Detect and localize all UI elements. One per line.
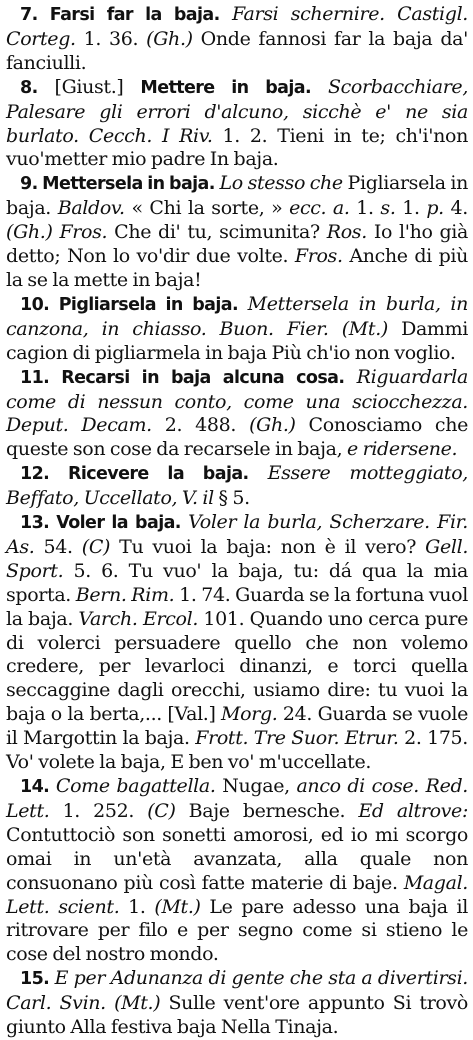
entry-italic-text: (C) [81, 535, 111, 558]
entry-text: Conosciamo che queste son cose da recarsele in baja, [6, 414, 469, 461]
entry-italic-text: (Gh.) Fros. [6, 221, 108, 244]
entry-italic-text: Voler la burla, Scherzare. Fir. As. [6, 511, 468, 558]
entry-text: Anche di più la se la mette in baja! [6, 245, 468, 291]
entry-text: Contuttociò son sonetti amorosi, ed io mi scorgo omai in un'età avanzata, alla quale non consuonano più così fatte materie di baje. [6, 823, 468, 894]
entry-italic-text: Morg. [221, 703, 278, 726]
entry-text: 2. 488. [151, 414, 250, 437]
entry-italic-text: Magal. Lett. scient. [6, 871, 468, 918]
entry-text: 2. 175. Vo' volete la baja, E ben vo' m'uccellate. [6, 727, 468, 774]
entry-italic-text: Varch. Ercol. [78, 607, 199, 630]
dictionary-entry [6, 3, 468, 76]
entry-text: Dammi cagion di pigliarmela in baja Più ch'io non voglio. [6, 317, 468, 364]
entry-italic-text: Bern. Rim. [75, 583, 175, 606]
entry-italic-text: (C) [147, 799, 176, 822]
entry-headword: Mettere in baja. [140, 77, 312, 98]
entry-headword: 13. Voler la baja. [20, 513, 181, 534]
dictionary-entry [6, 511, 468, 775]
entry-text: 4. [443, 197, 468, 220]
entry-headword: 7. Farsi far la baja. [20, 5, 220, 25]
entry-text: 1. [349, 197, 381, 220]
entry-text: § 5. [213, 487, 250, 510]
dictionary-entry [6, 172, 468, 293]
entry-italic-text: Gell. Sport. [6, 535, 469, 582]
entry-italic-text: Farsi schernire. Castigl. Corteg. [6, 3, 468, 50]
entry-text: 1. [395, 197, 427, 220]
entry-headword: 9. Mettersela in baja. [20, 174, 215, 195]
entry-text: 5. 6. Tu vuo' la baja, tu: dá qua la mia sporta. [6, 559, 468, 606]
entry-italic-text: E per Adunanza di gente che sta a divertirsi. Carl. Svin. (Mt.) [6, 967, 468, 1015]
dictionary-entry [6, 293, 468, 366]
entry-italic-text: Come bagattella. [49, 775, 216, 797]
dictionary-entry [6, 967, 468, 1040]
entry-italic-text: ecc. a. [289, 197, 350, 220]
entry-text: Le pare adesso una baja il ritrovare per filo e per segno come si stieno le cose del nostro mondo. [6, 895, 468, 966]
entry-headword: 15. [20, 969, 50, 990]
entry-italic-text: Lo stesso che [214, 172, 343, 195]
entry-text: 54. [34, 535, 82, 558]
entry-text: 1. 74. Guarda se la fortuna vuol la baja. [6, 583, 468, 630]
entry-text: 1. 252. [49, 799, 148, 822]
entry-italic-text: Essere motteggiato, Beffato, Uccellato, V. il [6, 462, 468, 510]
entry-italic-text: Frott. Tre Suor. Etrur. [195, 727, 399, 750]
entry-italic-text: p. [426, 197, 444, 220]
entry-text: 1. [119, 895, 155, 918]
dictionary-entry [6, 462, 468, 511]
entry-italic-text: anco di cose. Red. Lett. [6, 775, 468, 822]
entry-text: 101. Quando uno cerca pure di volerci persuadere quello che non volemo credere, per levarloci dinanzi, e torci quella seccaggine dagli orecchi, usiamo dire: tu vuoi la baja o la berta,... [Val.] [6, 607, 468, 726]
entry-text: Che di' tu, scimunita? [107, 221, 327, 244]
dictionary-entry [6, 76, 468, 173]
entry-italic-text: Fros. [294, 245, 343, 268]
entry-text: [Giust.] [37, 75, 141, 98]
entry-italic-text: Ed altrove: [358, 799, 468, 822]
entry-text: 24. Guarda se vuole il Margottin la baja. [6, 703, 468, 750]
entry-text: Sulle vent'ore appunto Si trovò giunto Alla festiva baja Nella Tinaja. [6, 992, 468, 1039]
entries-column [6, 3, 468, 1040]
entry-text: Baje bernesche. [175, 799, 359, 822]
entry-headword: 10. Pigliarsela in baja. [20, 294, 238, 315]
dictionary-entry [6, 775, 468, 967]
entry-italic-text: Riguardarla come di nessun conto, come una sciocchezza. Deput. Decam. [6, 365, 468, 437]
entry-headword: 14. [20, 777, 50, 797]
entry-text: Onde fannosi far la baja da' fanciulli. [6, 27, 468, 74]
entry-italic-text: e ridersene. [347, 438, 458, 461]
entry-text: 1. 36. [75, 27, 147, 50]
entry-headword: 11. Recarsi in baja alcuna cosa. [20, 367, 345, 388]
entry-text: Tu vuoi la baja: non è il vero? [110, 535, 426, 558]
entry-italic-text: Mettersela in burla, in canzona, in chiasso. Buon. Fier. (Mt.) [6, 292, 468, 340]
entry-italic-text: Ros. [326, 221, 367, 244]
dictionary-entry [6, 366, 468, 463]
entry-text: Nugae, [215, 775, 297, 797]
entry-italic-text: (Mt.) [154, 895, 201, 918]
entry-text: Pigliarsela in baja. [6, 172, 468, 220]
entry-italic-text: Scorbacchiare, Palesare gli errori d'alcuno, sicchè e' ne sia burlato. Cecch. I Riv. [6, 75, 469, 147]
entry-italic-text: (Gh.) [249, 414, 296, 437]
entry-headword: 12. Ricevere la baja. [20, 464, 249, 485]
entry-italic-text: s. [380, 197, 396, 220]
entry-text: « Chi la sorte, » [124, 197, 290, 220]
entry-headword: 8. [20, 77, 38, 98]
entry-text: Io l'ho già detto; Non lo vo'dir due volte. [6, 221, 468, 268]
entry-italic-text: (Gh.) [146, 27, 193, 50]
entry-italic-text: Baldov. [57, 197, 125, 220]
entry-text: 1. 2. Tieni in te; ch'i'non vuo'metter mio padre In baja. [6, 124, 468, 171]
